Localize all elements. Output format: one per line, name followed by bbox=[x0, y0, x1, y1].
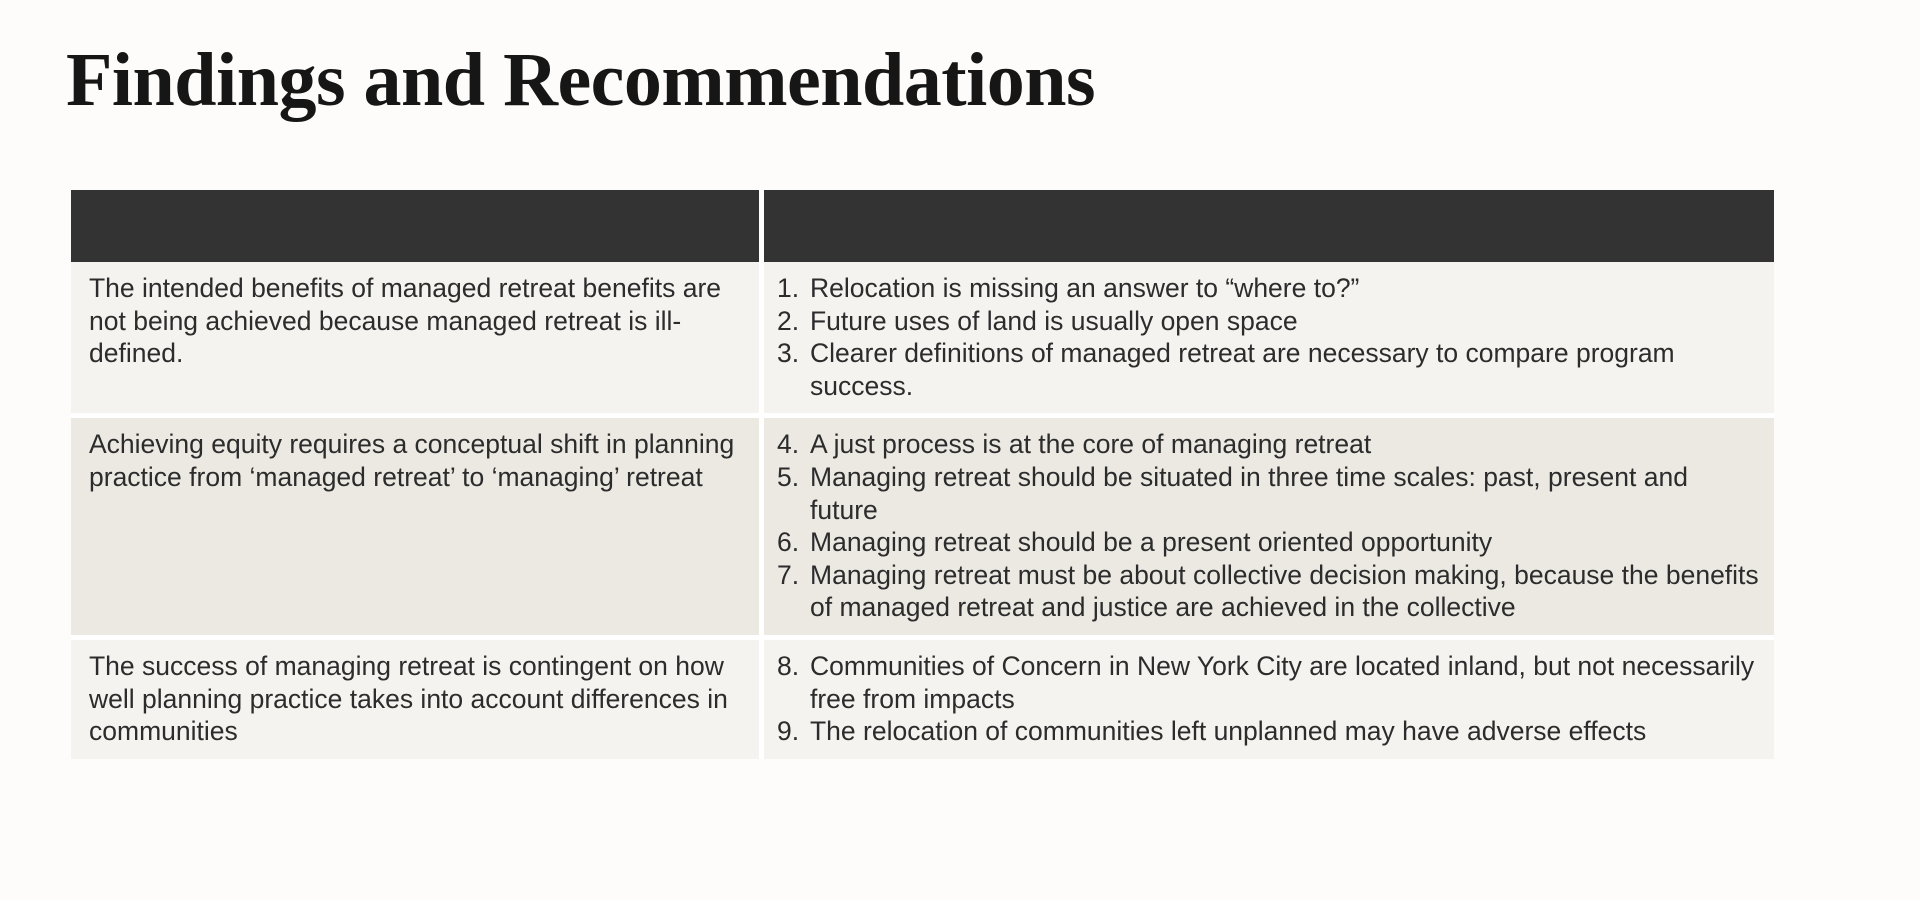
findings-table bbox=[71, 190, 1774, 759]
recommendation-text: Future uses of land is usually open space bbox=[810, 305, 1298, 336]
table-header-row bbox=[71, 190, 1774, 262]
recommendation-item bbox=[777, 559, 1760, 624]
recommendation-number: 7. bbox=[777, 559, 800, 590]
recommendation-number: 9. bbox=[777, 716, 800, 747]
recommendation-text: The relocation of communities left unplanned may have adverse effects bbox=[810, 716, 1647, 747]
recommendations-cell bbox=[764, 413, 1774, 635]
recommendation-number: 6. bbox=[777, 527, 800, 558]
recommendations-cell bbox=[764, 635, 1774, 759]
finding-cell: The success of managing retreat is contingent on how well planning practice takes into account differences in communities bbox=[71, 635, 764, 759]
table-row bbox=[71, 262, 1774, 413]
recommendation-item bbox=[777, 337, 1760, 402]
recommendation-list bbox=[777, 650, 1760, 748]
findings-column-header bbox=[71, 190, 764, 262]
recommendation-text: A just process is at the core of managing retreat bbox=[810, 429, 1372, 460]
recommendation-item bbox=[777, 305, 1760, 338]
recommendation-text: Managing retreat should be a present oriented opportunity bbox=[810, 527, 1493, 558]
recommendation-text: Clearer definitions of managed retreat are necessary to compare program success. bbox=[810, 338, 1675, 401]
recommendation-text: Relocation is missing an answer to “where to?” bbox=[810, 273, 1360, 303]
table-row bbox=[71, 413, 1774, 635]
recommendation-number: 1. bbox=[777, 273, 800, 303]
recommendation-item bbox=[777, 715, 1760, 748]
recommendation-number: 2. bbox=[777, 305, 800, 336]
finding-cell: Achieving equity requires a conceptual shift in planning practice from ‘managed retreat’ to ‘managing’ retreat bbox=[71, 413, 764, 635]
table-row bbox=[71, 635, 1774, 759]
recommendation-number: 8. bbox=[777, 650, 800, 681]
recommendation-number: 3. bbox=[777, 338, 800, 369]
recommendation-item bbox=[777, 428, 1760, 461]
page-title: Findings and Recommendations bbox=[66, 38, 1096, 122]
recommendation-item bbox=[777, 526, 1760, 559]
recommendation-list bbox=[777, 428, 1760, 624]
recommendation-item bbox=[777, 650, 1760, 715]
recommendation-item bbox=[777, 272, 1760, 305]
recommendation-text: Managing retreat should be situated in three time scales: past, present and future bbox=[810, 461, 1688, 525]
recommendations-cell bbox=[764, 262, 1774, 413]
recommendation-number: 5. bbox=[777, 461, 800, 492]
recommendations-column-header bbox=[764, 190, 1774, 262]
recommendation-list bbox=[777, 272, 1760, 402]
recommendation-number: 4. bbox=[777, 429, 800, 460]
recommendation-text: Communities of Concern in New York City are located inland, but not necessarily free from impacts bbox=[810, 650, 1755, 714]
recommendation-text: Managing retreat must be about collective decision making, because the benefits of managed retreat and justice are achieved in the collective bbox=[810, 559, 1759, 623]
recommendation-item bbox=[777, 461, 1760, 526]
finding-cell: The intended benefits of managed retreat benefits are not being achieved because managed retreat is ill-defined. bbox=[71, 262, 764, 413]
